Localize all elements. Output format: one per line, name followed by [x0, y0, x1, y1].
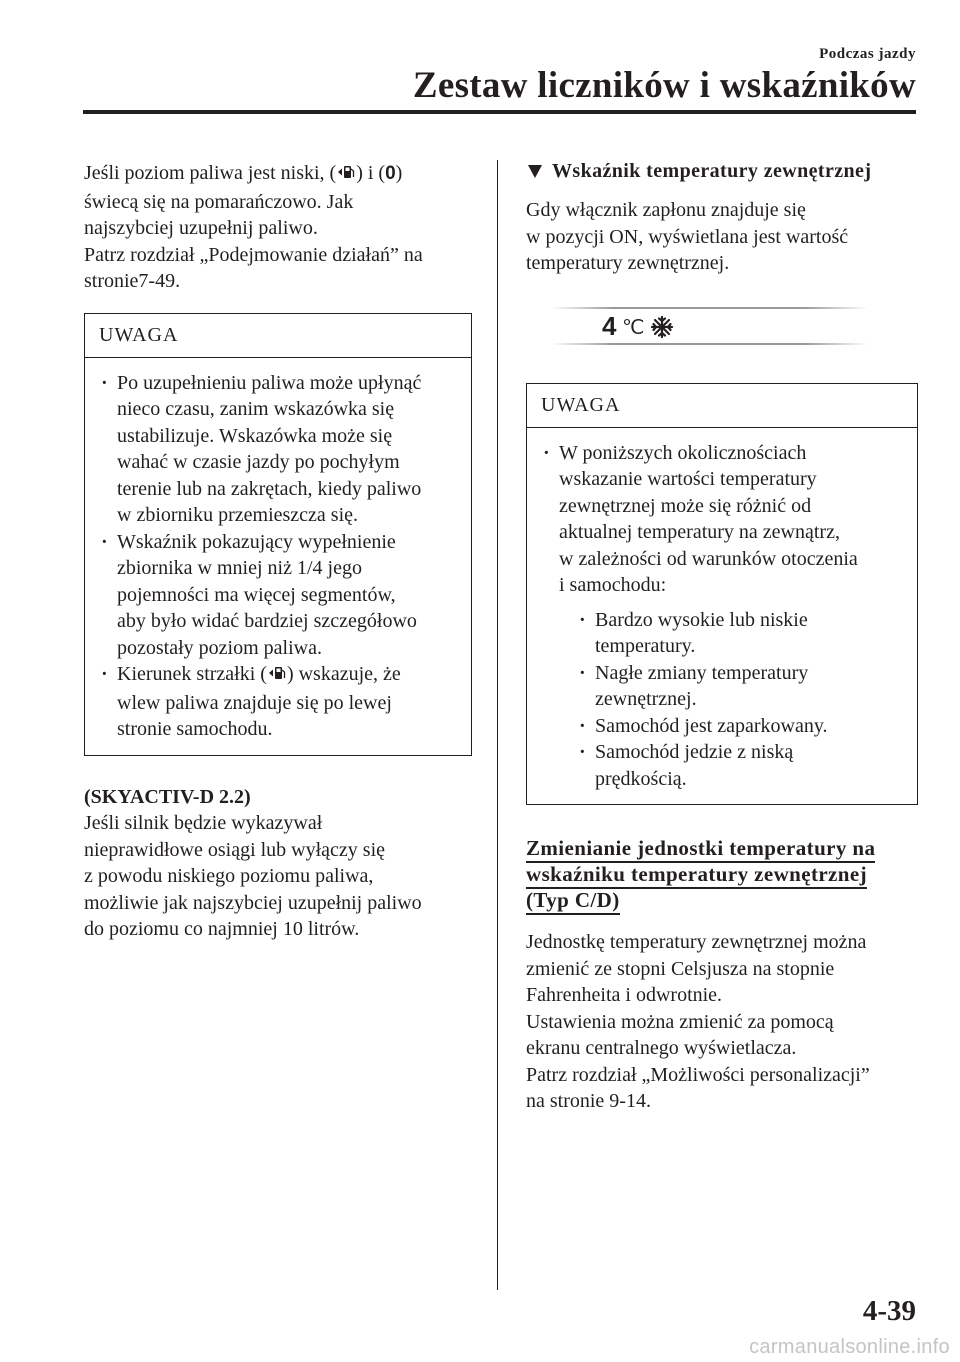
- text-line: świecą się na pomarańczowo. Jak: [84, 190, 354, 213]
- text-line: stronie samochodu.: [117, 718, 273, 740]
- temperature-value: 4: [602, 310, 617, 341]
- note-box-temperature: [526, 383, 918, 806]
- text-line: pozostały poziom paliwa.: [117, 636, 322, 659]
- fuel-pump-icon: [268, 663, 286, 690]
- note-bullet: [541, 440, 903, 793]
- snowflake-icon: [650, 315, 674, 344]
- text-line: zewnętrznej.: [595, 688, 697, 710]
- section-heading-text: Wskaźnik temperatury zewnętrznej: [552, 160, 872, 182]
- note-body: [85, 358, 471, 755]
- text-line: stronie7-49.: [84, 270, 181, 292]
- note-sub-bullet: [577, 607, 903, 660]
- skyactiv-heading: (SKYACTIV-D 2.2): [84, 785, 251, 808]
- display-rule: [550, 343, 868, 345]
- text-line: prędkością.: [595, 767, 687, 790]
- intro-text: ): [395, 162, 403, 184]
- text-line: zewnętrznej może się różnić od: [559, 494, 812, 517]
- text-line: Patrz rozdział „Podejmowanie działań” na: [84, 243, 423, 266]
- text-line: aby było widać bardziej szczegółowo: [117, 610, 417, 632]
- temperature-display-illustration: [526, 299, 918, 363]
- intro-text: Jeśli poziom paliwa jest niski, (: [84, 162, 337, 184]
- fuel-low-paragraph: [84, 160, 472, 295]
- text-line: i samochodu:: [559, 574, 667, 596]
- text-line: ) wskazuje, że: [286, 663, 401, 685]
- note-sub-bullet: [577, 713, 903, 740]
- text-line: możliwie jak najszybciej uzupełnij paliwo: [84, 891, 422, 914]
- text-line: z powodu niskiego poziomu paliwa,: [84, 865, 374, 887]
- watermark: carmanualsonline.info: [749, 1336, 950, 1358]
- text-line: najszybciej uzupełnij paliwo.: [84, 217, 318, 239]
- section-name: Podczas jazdy: [819, 46, 916, 62]
- text-line: Samochód jest zaparkowany.: [595, 714, 828, 737]
- text-line: Fahrenheita i odwrotnie.: [526, 984, 723, 1006]
- text-line: zmienić ze stopni Celsjusza na stopnie: [526, 957, 835, 980]
- text-line: Samochód jedzie z niską: [595, 741, 794, 763]
- temperature-unit: ℃: [622, 316, 645, 339]
- note-sub-bullet: [577, 739, 903, 792]
- temperature-intro: [526, 197, 918, 277]
- text-line: pojemności ma więcej segmentów,: [117, 583, 396, 606]
- text-line: do poziomu co najmniej 10 litrów.: [84, 918, 360, 940]
- heading-line: wskaźniku temperatury zewnętrznej: [526, 862, 867, 889]
- text-line: Gdy włącznik zapłonu znajduje się: [526, 199, 806, 221]
- note-bullet: [99, 661, 457, 743]
- text-line: Po uzupełnieniu paliwa może upłynąć: [117, 371, 422, 394]
- text-line: Kierunek strzałki (: [117, 663, 267, 685]
- triangle-bullet-icon: [528, 165, 542, 178]
- text-line: Jednostkę temperatury zewnętrznej można: [526, 931, 867, 953]
- right-column: [526, 160, 918, 1115]
- note-sub-bullet: [577, 660, 903, 713]
- skyactiv-paragraph: [84, 810, 472, 943]
- page-title: Zestaw liczników i wskaźników: [412, 65, 916, 106]
- column-divider: [497, 160, 498, 1290]
- unit-change-paragraph: [526, 929, 918, 1115]
- text-line: na stronie 9-14.: [526, 1090, 651, 1112]
- text-line: Patrz rozdział „Możliwości personalizacji”: [526, 1063, 870, 1086]
- heading-line: Zmienianie jednostki temperatury na: [526, 836, 875, 863]
- text-line: w zbiorniku przemieszcza się.: [117, 504, 359, 526]
- section-heading: [526, 160, 918, 183]
- text-line: Nagłe zmiany temperatury: [595, 661, 809, 684]
- text-line: zbiornika w mniej niż 1/4 jego: [117, 557, 362, 579]
- note-body: [527, 428, 917, 805]
- gauge-empty-mark: 0: [385, 163, 396, 184]
- text-line: Jeśli silnik będzie wykazywał: [84, 812, 323, 834]
- text-line: temperatury zewnętrznej.: [526, 252, 730, 274]
- text-line: temperatury.: [595, 635, 696, 657]
- note-heading: UWAGA: [85, 314, 471, 358]
- display-rule: [550, 307, 868, 309]
- note-bullet: [99, 370, 457, 529]
- text-line: nieco czasu, zanim wskazówka się: [117, 398, 395, 420]
- text-line: W poniższych okolicznościach: [559, 441, 807, 464]
- text-line: nieprawidłowe osiągi lub wyłączy się: [84, 838, 386, 861]
- text-line: wlew paliwa znajduje się po lewej: [117, 691, 392, 714]
- note-box-fuel: [84, 313, 472, 756]
- note-heading: UWAGA: [527, 384, 917, 428]
- text-line: w zależności od warunków otoczenia: [559, 547, 858, 570]
- text-line: Ustawienia można zmienić za pomocą: [526, 1010, 834, 1033]
- text-line: wahać w czasie jazdy po pochyłym: [117, 451, 400, 473]
- text-line: Wskaźnik pokazujący wypełnienie: [117, 530, 396, 553]
- text-line: ustabilizuje. Wskazówka może się: [117, 424, 393, 447]
- fuel-pump-icon: [337, 162, 355, 189]
- subsection-heading: [526, 835, 918, 913]
- left-column: [84, 160, 472, 943]
- heading-line: (Typ C/D): [526, 888, 620, 915]
- header-rule: [83, 110, 916, 114]
- text-line: w pozycji ON, wyświetlana jest wartość: [526, 225, 849, 248]
- text-line: wskazanie wartości temperatury: [559, 468, 817, 490]
- note-bullet: [99, 529, 457, 662]
- text-line: terenie lub na zakrętach, kiedy paliwo: [117, 477, 422, 500]
- page-number: 4-39: [862, 1295, 916, 1327]
- intro-text: ) i (: [356, 162, 386, 184]
- text-line: ekranu centralnego wyświetlacza.: [526, 1037, 797, 1059]
- text-line: aktualnej temperatury na zewnątrz,: [559, 521, 840, 543]
- text-line: Bardzo wysokie lub niskie: [595, 608, 808, 631]
